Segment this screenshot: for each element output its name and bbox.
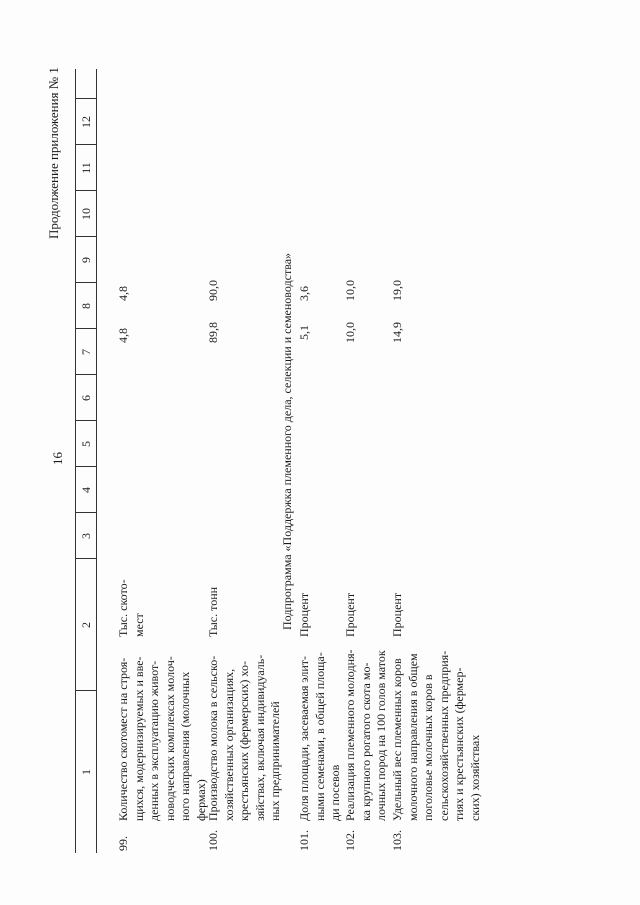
- row-unit: [206, 577, 222, 637]
- column-header: 9: [79, 257, 93, 263]
- column-header: 3: [79, 533, 93, 539]
- row-number: 103.: [390, 830, 404, 851]
- desc-line: Удельный вес племенных коров: [390, 658, 404, 821]
- column-header: 7: [79, 349, 93, 355]
- desc-line: фермах): [193, 779, 208, 821]
- value-col8: 90,0: [206, 280, 220, 301]
- row-unit: [343, 577, 359, 637]
- desc-line: поголовье молочных коров в: [421, 674, 435, 821]
- column-header: 8: [79, 303, 93, 309]
- row-description: [390, 646, 483, 821]
- value-col7: 5,1: [297, 325, 311, 340]
- row-number: 99.: [116, 836, 130, 851]
- value-col7: 4,8: [116, 328, 130, 343]
- value-col8: 19,0: [390, 280, 404, 301]
- row-number: 100.: [206, 830, 220, 851]
- row-unit: [297, 577, 313, 637]
- row-unit: [390, 577, 406, 637]
- desc-line: сельскохозяйственных предприя-: [436, 650, 451, 821]
- column-header: 12: [79, 116, 93, 128]
- subprogram-title: Подпрограмма «Поддержка племенного дела, селекции и семеноводства»: [280, 252, 294, 630]
- desc-line: лочных пород на 100 голов маток: [374, 650, 388, 821]
- row-description: [206, 646, 284, 821]
- desc-line: Количество скотомест на строя-: [116, 657, 130, 821]
- desc-line: крестьянских (фермерских) хо-: [237, 661, 251, 821]
- column-header: 6: [79, 395, 93, 401]
- unit-line: Процент: [297, 592, 311, 637]
- row-number: 102.: [343, 830, 357, 851]
- column-header: 4: [79, 487, 93, 493]
- table-top-rule: [75, 69, 76, 853]
- column-header: 10: [79, 208, 93, 220]
- desc-line: ных предпринимателей: [268, 701, 282, 821]
- desc-line: Производство молока в сельско-: [206, 655, 220, 821]
- desc-line: зяйствах, включая индивидуаль-: [252, 654, 267, 821]
- column-header: 5: [79, 441, 93, 447]
- desc-line: ди посевов: [328, 764, 342, 821]
- unit-line: Процент: [390, 592, 404, 637]
- unit-line: мест: [131, 613, 146, 637]
- column-header: 2: [79, 622, 93, 628]
- unit-line: Процент: [343, 592, 357, 637]
- row-unit: [116, 577, 147, 637]
- desc-line: денных в эксплуатацию живот-: [147, 660, 161, 821]
- page-number: 16: [50, 452, 65, 465]
- desc-line: ских) хозяйствах: [467, 734, 482, 821]
- unit-line: Тыс. ското-: [116, 579, 130, 637]
- desc-line: хозяйственных организациях,: [221, 668, 236, 821]
- value-col7: 14,9: [390, 322, 404, 343]
- desc-line: Реализация племенного молодня-: [343, 649, 357, 821]
- value-col8: 10,0: [343, 280, 357, 301]
- header-bottom-rule: [96, 69, 97, 853]
- desc-line: ного направления (молочных: [178, 671, 192, 821]
- desc-line: ка крупного рогатого скота мо-: [358, 662, 373, 821]
- row-description: [343, 646, 390, 821]
- value-col8: 3,6: [297, 286, 311, 301]
- column-header: 1: [79, 769, 93, 775]
- row-description: [116, 646, 209, 821]
- row-description: [297, 646, 344, 821]
- value-col8: 4,8: [116, 286, 130, 301]
- desc-line: тиях и крестьянских (фермер-: [452, 667, 466, 821]
- desc-line: новодческих комплексах молоч-: [162, 656, 177, 821]
- desc-line: щихся, модернизируемых и вве-: [131, 656, 146, 821]
- value-col7: 10,0: [343, 322, 357, 343]
- row-number: 101.: [297, 830, 311, 851]
- desc-line: молочного направления в общем: [405, 653, 420, 821]
- desc-line: Доля площади, засеваемая элит-: [297, 655, 311, 821]
- column-header: 11: [79, 162, 93, 174]
- unit-line: Тыс. тонн: [206, 586, 220, 637]
- desc-line: ными семенами, в общей площа-: [312, 652, 327, 821]
- value-col7: 89,8: [206, 322, 220, 343]
- continuation-label: Продолжение приложения № 1: [46, 67, 61, 239]
